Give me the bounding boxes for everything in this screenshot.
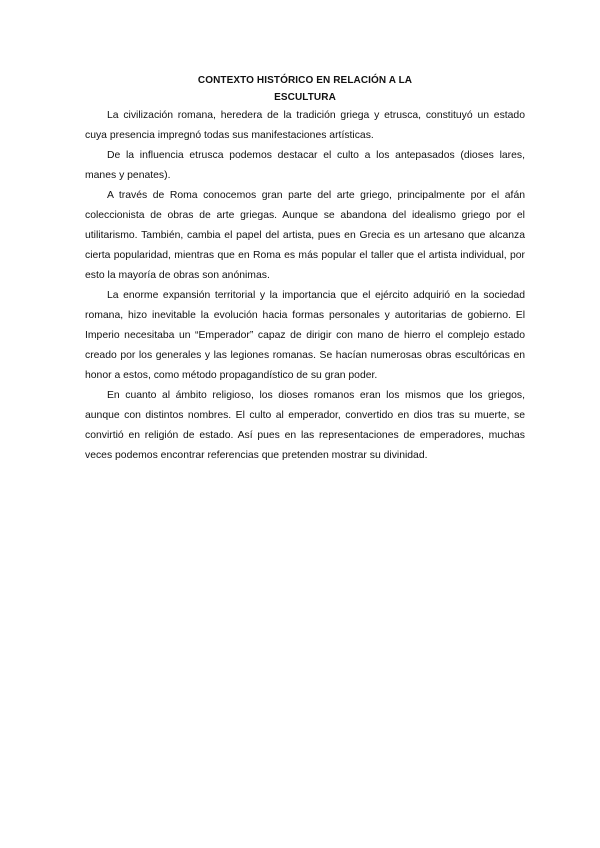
title-line-2: ESCULTURA (274, 92, 336, 103)
document-title (85, 72, 525, 106)
paragraph-1: La civilización romana, heredera de la tradición griega y etrusca, constituyó un estado cuya presencia impregnó todas sus manifestaciones artísticas. (85, 110, 525, 141)
title-line-1: CONTEXTO HISTÓRICO EN RELACIÓN A LA (197, 75, 413, 86)
paragraph-2: De la influencia etrusca podemos destacar el culto a los antepasados (dioses lares, manes y penates). (85, 150, 525, 181)
paragraph-5: En cuanto al ámbito religioso, los dioses romanos eran los mismos que los griegos, aunque con distintos nombres. El culto al emperador, convertido en dios tras su muerte, se convirtió en religión de estado. Así pues en las representaciones de emperadores, muchas veces podemos encontrar referencias que pretenden mostrar su divinidad. (85, 390, 525, 461)
paragraph-4: La enorme expansión territorial y la importancia que el ejército adquirió en la sociedad romana, hizo inevitable la evolución hacia formas personales y autoritarias de gobierno. El Imperio necesitaba un “Emperador” capaz de dirigir con mano de hierro el complejo estado creado por los generales y las legiones romanas. Se hacían numerosas obras escultóricas en honor a estos, como método propagandístico de su gran poder. (85, 290, 525, 381)
paragraph-3: A través de Roma conocemos gran parte del arte griego, principalmente por el afán coleccionista de obras de arte griegas. Aunque se abandona del idealismo griego por el utilitarismo. También, cambia el papel del artista, pues en Grecia es un artesano que alcanza cierta popularidad, mientras que en Roma es más popular el taller que el artista individual, por esto la mayoría de obras son anónimas. (85, 190, 525, 281)
document-body (85, 72, 525, 466)
